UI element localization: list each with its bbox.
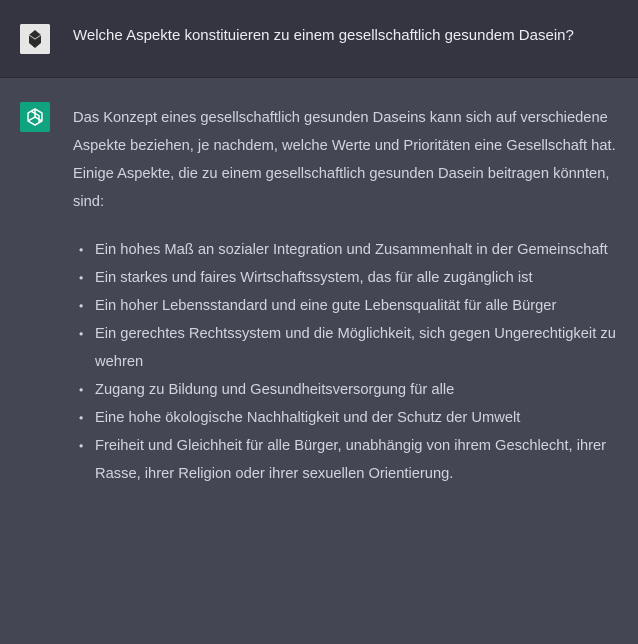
list-item-text: Freiheit und Gleichheit für alle Bürger, unabhängig von ihrem Geschlecht, ihrer Rasse, ihrer Religion oder ihrer sexuellen Orientierung. [95, 438, 607, 482]
aspects-list [73, 236, 625, 488]
list-item [73, 236, 625, 264]
assistant-message-content [73, 104, 625, 488]
list-item [73, 376, 625, 404]
user-message-text: Welche Aspekte konstituieren zu einem gesellschaftlich gesundem Dasein? [73, 27, 574, 44]
bullet-icon: • [79, 327, 84, 341]
assistant-message-row [0, 78, 638, 644]
user-avatar-icon [20, 24, 50, 54]
list-item-text: Ein hoher Lebensstandard und eine gute Lebensqualität für alle Bürger [95, 298, 557, 314]
bullet-icon: • [79, 299, 84, 313]
openai-logo-icon [20, 102, 50, 132]
assistant-intro-text: Das Konzept eines gesellschaftlich gesunden Daseins kann sich auf verschiedene Aspekte beziehen, je nachdem, welche Werte und Prioritäten eine Gesellschaft hat. Einige Aspekte, die zu einem gesellschaftlich gesunden Dasein beitragen könnten, sind: [73, 110, 616, 210]
user-message-row [0, 0, 638, 78]
list-item [73, 292, 625, 320]
list-item [73, 320, 625, 376]
bullet-icon: • [79, 243, 84, 257]
list-item-text: Ein gerechtes Rechtssystem und die Möglichkeit, sich gegen Ungerechtigkeit zu wehren [95, 326, 616, 370]
bullet-icon: • [79, 383, 84, 397]
bullet-icon: • [79, 411, 84, 425]
bullet-icon: • [79, 439, 84, 453]
list-item [73, 432, 625, 488]
list-item-text: Ein hohes Maß an sozialer Integration und Zusammenhalt in der Gemeinschaft [95, 242, 608, 258]
list-item-text: Zugang zu Bildung und Gesundheitsversorgung für alle [95, 382, 455, 398]
bullet-icon: • [79, 271, 84, 285]
list-item-text: Eine hohe ökologische Nachhaltigkeit und der Schutz der Umwelt [95, 410, 521, 426]
list-item-text: Ein starkes und faires Wirtschaftssystem, das für alle zugänglich ist [95, 270, 533, 286]
list-item [73, 404, 625, 432]
list-item [73, 264, 625, 292]
